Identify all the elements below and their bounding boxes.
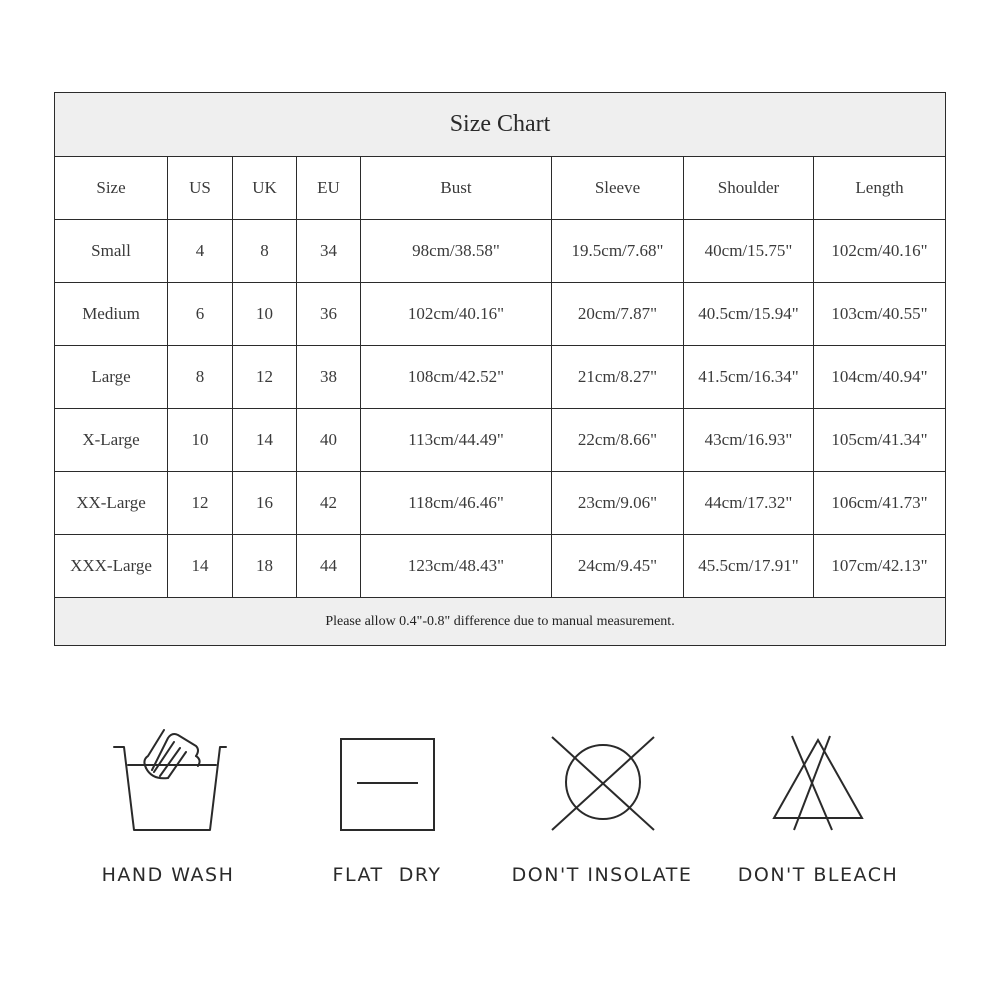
table-cell-uk: 10 (233, 283, 297, 346)
column-header-sleeve: Sleeve (552, 157, 684, 220)
table-cell-length: 104cm/40.94" (814, 346, 946, 409)
table-cell-us: 14 (168, 535, 233, 598)
table-cell-length: 107cm/42.13" (814, 535, 946, 598)
table-cell-bust: 98cm/38.58" (361, 220, 552, 283)
table-cell-length: 103cm/40.55" (814, 283, 946, 346)
table-cell-size: XXX-Large (55, 535, 168, 598)
table-cell-uk: 12 (233, 346, 297, 409)
table-cell-shoulder: 45.5cm/17.91" (684, 535, 814, 598)
dont-insolate-icon (502, 720, 702, 860)
table-row (55, 220, 946, 283)
table-cell-us: 4 (168, 220, 233, 283)
table-cell-shoulder: 44cm/17.32" (684, 472, 814, 535)
table-cell-length: 102cm/40.16" (814, 220, 946, 283)
size-chart-header-row (55, 157, 946, 220)
table-cell-sleeve: 23cm/9.06" (552, 472, 684, 535)
table-cell-eu: 44 (297, 535, 361, 598)
flat-dry-icon (287, 720, 487, 860)
table-cell-size: Large (55, 346, 168, 409)
measurement-note: Please allow 0.4"-0.8" difference due to manual measurement. (55, 598, 946, 646)
column-header-shoulder: Shoulder (684, 157, 814, 220)
table-cell-sleeve: 19.5cm/7.68" (552, 220, 684, 283)
table-cell-sleeve: 24cm/9.45" (552, 535, 684, 598)
table-cell-sleeve: 20cm/7.87" (552, 283, 684, 346)
table-cell-us: 10 (168, 409, 233, 472)
table-cell-us: 6 (168, 283, 233, 346)
table-cell-bust: 118cm/46.46" (361, 472, 552, 535)
table-cell-length: 105cm/41.34" (814, 409, 946, 472)
table-row (55, 409, 946, 472)
table-row (55, 535, 946, 598)
table-cell-eu: 36 (297, 283, 361, 346)
table-cell-eu: 42 (297, 472, 361, 535)
table-cell-eu: 40 (297, 409, 361, 472)
table-cell-us: 12 (168, 472, 233, 535)
table-row (55, 283, 946, 346)
size-chart-table (54, 92, 946, 646)
table-cell-eu: 34 (297, 220, 361, 283)
table-cell-uk: 18 (233, 535, 297, 598)
column-header-uk: UK (233, 157, 297, 220)
care-dont-bleach (718, 720, 918, 920)
care-label-dont-bleach: DON'T BLEACH (737, 864, 899, 886)
table-cell-size: Medium (55, 283, 168, 346)
column-header-bust: Bust (361, 157, 552, 220)
column-header-length: Length (814, 157, 946, 220)
table-cell-shoulder: 43cm/16.93" (684, 409, 814, 472)
care-flat-dry (287, 720, 487, 920)
table-row (55, 346, 946, 409)
table-cell-uk: 14 (233, 409, 297, 472)
care-label-dont-insolate: DON'T INSOLATE (511, 864, 693, 886)
table-cell-shoulder: 41.5cm/16.34" (684, 346, 814, 409)
table-cell-sleeve: 22cm/8.66" (552, 409, 684, 472)
size-chart-title: Size Chart (55, 93, 946, 157)
table-cell-uk: 8 (233, 220, 297, 283)
care-label-hand-wash: HAND WASH (101, 864, 235, 886)
table-cell-bust: 102cm/40.16" (361, 283, 552, 346)
table-cell-size: XX-Large (55, 472, 168, 535)
column-header-eu: EU (297, 157, 361, 220)
table-cell-sleeve: 21cm/8.27" (552, 346, 684, 409)
table-cell-eu: 38 (297, 346, 361, 409)
table-cell-bust: 123cm/48.43" (361, 535, 552, 598)
care-dont-insolate (502, 720, 702, 920)
table-cell-shoulder: 40cm/15.75" (684, 220, 814, 283)
column-header-size: Size (55, 157, 168, 220)
care-label-flat-dry: FLAT DRY (332, 864, 442, 886)
dont-bleach-icon (718, 720, 918, 860)
table-cell-size: Small (55, 220, 168, 283)
table-cell-uk: 16 (233, 472, 297, 535)
table-cell-bust: 108cm/42.52" (361, 346, 552, 409)
table-row (55, 472, 946, 535)
column-header-us: US (168, 157, 233, 220)
table-cell-bust: 113cm/44.49" (361, 409, 552, 472)
table-cell-length: 106cm/41.73" (814, 472, 946, 535)
table-cell-us: 8 (168, 346, 233, 409)
table-cell-size: X-Large (55, 409, 168, 472)
hand-wash-icon (68, 720, 268, 860)
care-hand-wash (68, 720, 268, 920)
table-cell-shoulder: 40.5cm/15.94" (684, 283, 814, 346)
